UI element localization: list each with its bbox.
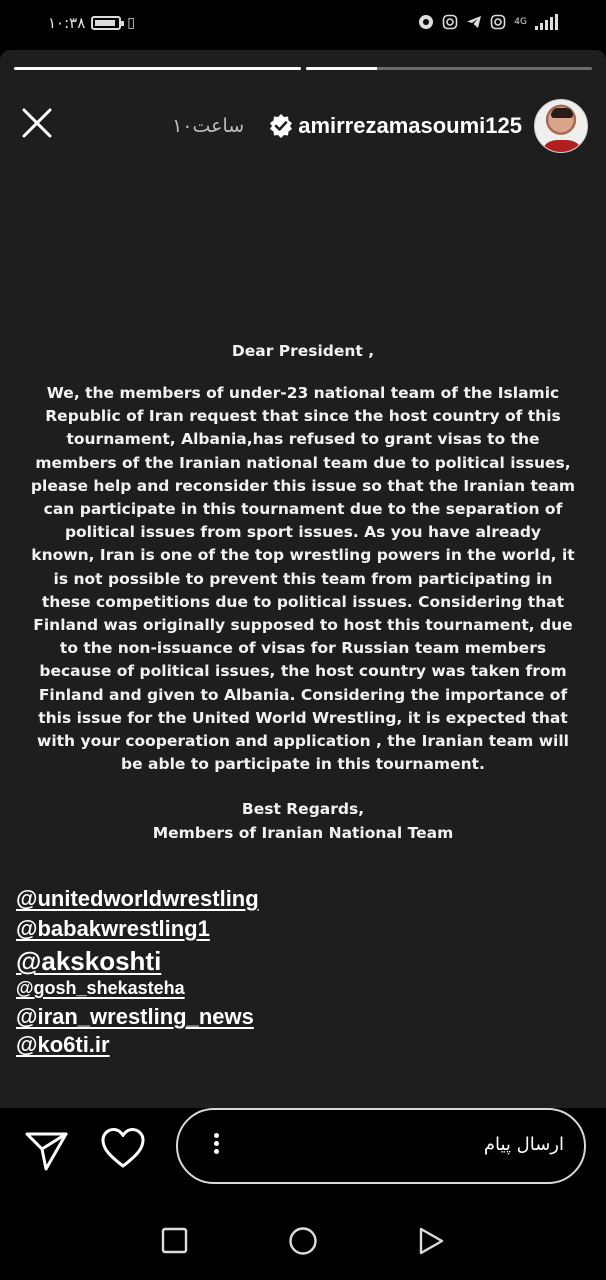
letter-line: Republic of Iran request that since the host country of this [45,407,561,426]
avatar[interactable] [534,99,588,153]
story-header [172,98,588,154]
vibrate-icon: ▯ [127,15,135,31]
letter-line: to the non-issuance of visas for Russian team members [59,639,547,658]
mention-link[interactable]: @gosh_shekasteha [16,978,185,998]
mention-link[interactable]: @akskoshti [16,946,162,976]
circle-icon [288,1226,318,1256]
letter-line: political issues from sport issues. As you have already [64,523,542,542]
signal-icon [535,14,558,30]
mentions-list [16,886,259,1062]
square-icon [160,1226,190,1256]
telegram-icon [466,14,482,30]
more-options-icon[interactable] [208,1130,224,1164]
story-time: ۱۰ساعت [172,115,245,137]
letter-line: is not possible to prevent this team from participating in [53,569,553,588]
letter-line: with your cooperation and application , the Iranian team will [37,732,569,751]
letter-line: Finland was originally supposed to host this tournament, due [33,616,573,635]
letter-salutation: Dear President , [231,342,375,360]
reply-bar [0,1108,606,1188]
heart-icon [100,1126,146,1172]
story-username[interactable]: amirrezamasoumi125 [298,113,522,138]
story-progress [14,67,592,70]
recents-button[interactable] [160,1226,190,1256]
letter-line: can participate in this tournament due to the separation of [43,500,563,519]
clock: ۱۰:۳۸ [48,14,86,32]
progress-fill [306,67,378,70]
letter-line: Finland and given to Albania. Considering the importance of [38,685,568,704]
progress-segment [306,67,593,70]
letter-line: We, the members of under-23 national team of the Islamic [46,384,560,402]
letter-regards: Best Regards, [241,800,365,819]
letter-signature: Members of Iranian National Team [152,823,454,842]
close-button[interactable] [20,106,54,140]
status-left [48,14,135,32]
instagram-icon [442,14,458,30]
close-icon [20,106,54,140]
letter-text [18,342,588,845]
message-placeholder: ارسال پیام [483,1134,564,1155]
verified-badge-icon [268,113,294,139]
message-input[interactable] [176,1108,586,1184]
back-button[interactable] [416,1226,446,1256]
battery-icon [91,16,121,30]
status-right [418,14,558,30]
letter-line: known, Iran is one of the top wrestling powers in the world, it [31,546,575,565]
app-icon [418,14,434,30]
mention-link[interactable]: @iran_wrestling_news [16,1004,254,1029]
instagram-icon [490,14,506,30]
progress-fill [14,67,301,70]
letter-line: tournament, Albania,has refused to grant visas to the [66,430,540,449]
letter-line: members of the Iranian national team due to political issues, [35,453,571,472]
letter-line: be able to participate in this tournament. [121,755,485,774]
mention-link[interactable]: @ko6ti.ir [16,1032,110,1057]
status-bar [0,0,606,50]
letter-closing [18,798,588,845]
letter-line: please help and reconsider this issue so that the Iranian team [30,476,576,495]
letter-body [18,382,588,776]
letter-line: these competitions due to political issues. Considering that [41,592,565,611]
send-icon [24,1128,70,1174]
story-view[interactable] [0,50,606,1130]
network-type: 4G [514,16,527,27]
triangle-icon [416,1226,446,1256]
home-button[interactable] [288,1226,318,1256]
mention-link[interactable]: @babakwrestling1 [16,916,210,941]
letter-line: because of political issues, the host country was taken from [39,662,567,681]
send-button[interactable] [24,1128,70,1174]
letter-line: this issue for the United World Wrestling, it is expected that [38,708,568,727]
mention-link[interactable]: @unitedworldwrestling [16,886,259,911]
like-button[interactable] [100,1126,146,1172]
progress-segment [14,67,301,70]
navigation-bar [0,1190,606,1280]
